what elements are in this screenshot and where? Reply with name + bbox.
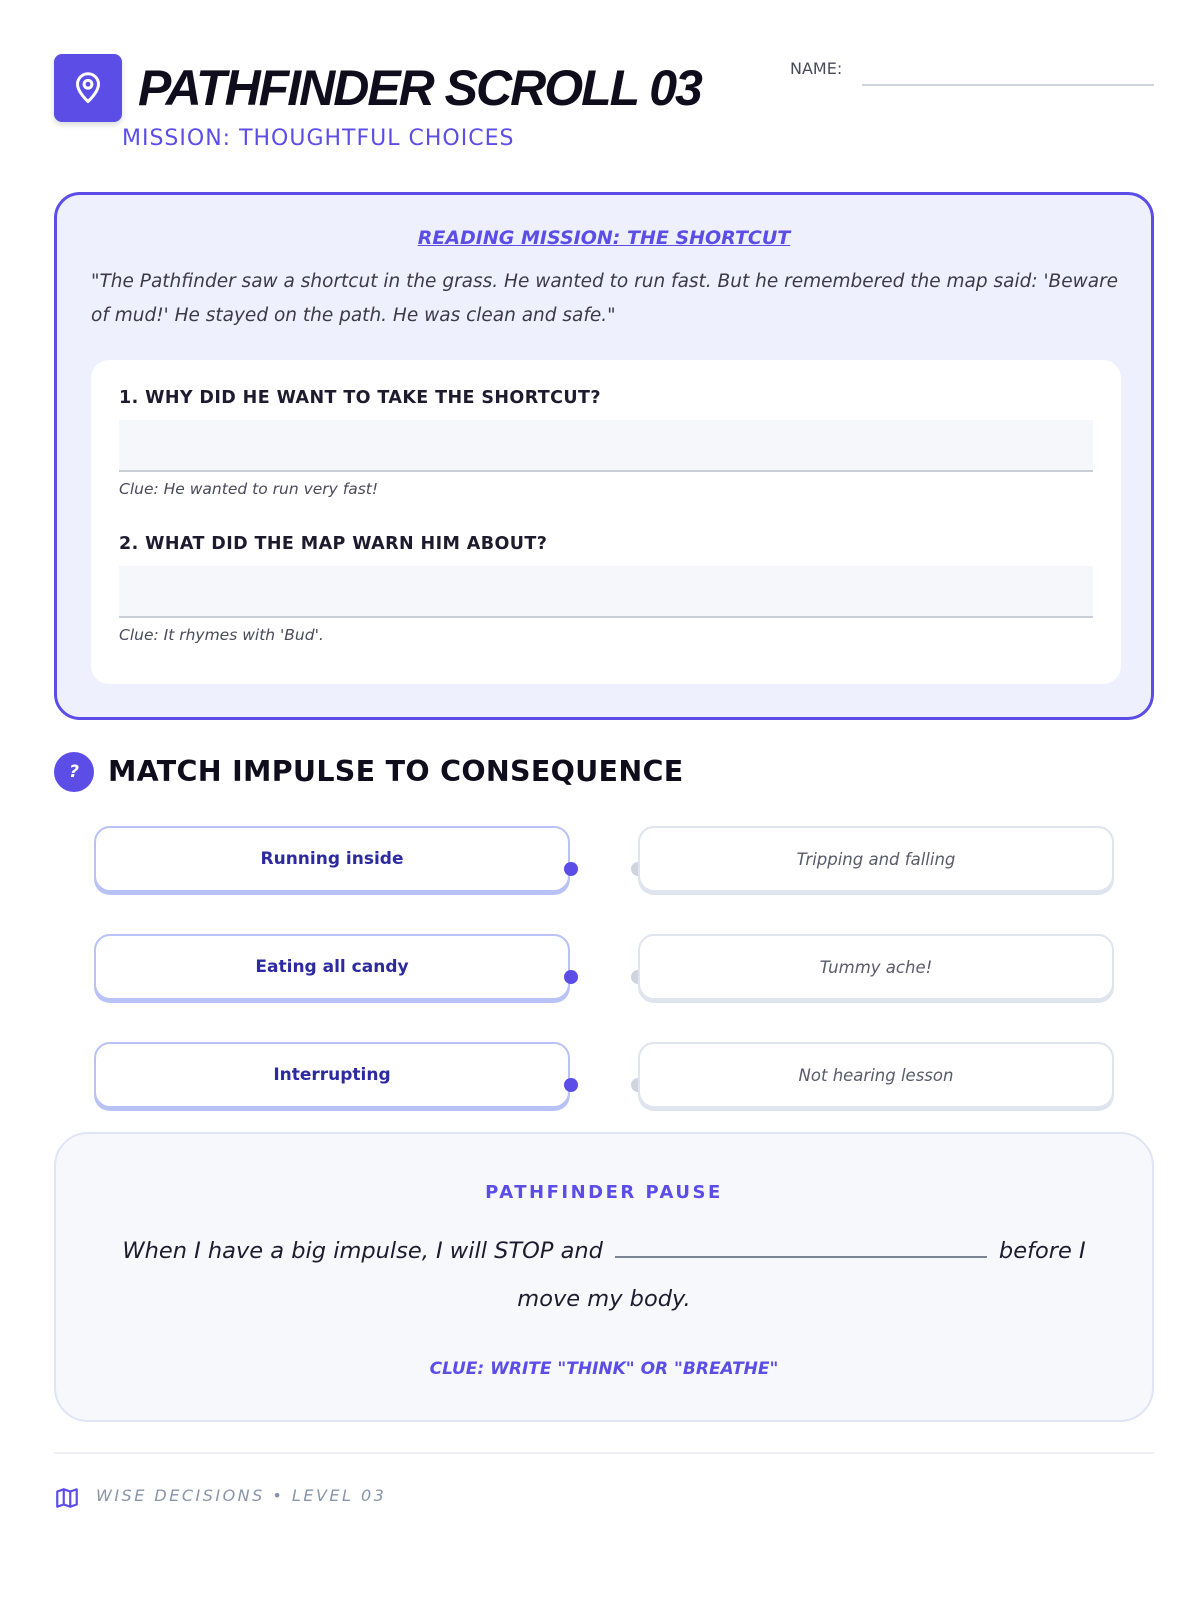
matching-section-header (54, 752, 954, 792)
reading-mission-title: READING MISSION: THE SHORTCUT (417, 227, 791, 249)
pause-title: PATHFINDER PAUSE (485, 1182, 723, 1203)
question-2-clue: Clue: It rhymes with 'Bud'. (119, 626, 324, 644)
name-label: NAME: (790, 59, 843, 78)
pause-sentence (56, 1234, 1152, 1268)
consequence-card-1[interactable]: Tripping and falling (638, 826, 1114, 892)
footer (54, 1482, 654, 1512)
question-1-label: 1. WHY DID HE WANT TO TAKE THE SHORTCUT? (119, 388, 601, 408)
matching-section-title: MATCH IMPULSE TO CONSEQUENCE (108, 755, 684, 788)
question-mark-icon: ? (54, 752, 94, 792)
page-subtitle: MISSION: THOUGHTFUL CHOICES (122, 126, 515, 151)
pathfinder-pause-panel (54, 1132, 1154, 1422)
impulse-connector-2[interactable] (564, 970, 578, 984)
map-pin-icon (54, 54, 122, 122)
question-2-label: 2. WHAT DID THE MAP WARN HIM ABOUT? (119, 534, 548, 554)
impulse-connector-1[interactable] (564, 862, 578, 876)
pause-sentence-start: When I have a big impulse, I will STOP and (122, 1238, 603, 1264)
worksheet-header (54, 54, 1154, 164)
reading-mission-panel (54, 192, 1154, 720)
questions-card (91, 360, 1121, 684)
footer-divider (54, 1452, 1154, 1454)
impulse-connector-3[interactable] (564, 1078, 578, 1092)
page-title: PATHFINDER SCROLL 03 (138, 60, 701, 116)
pause-clue: CLUE: WRITE "THINK" OR "BREATHE" (429, 1359, 779, 1379)
impulse-card-2[interactable]: Eating all candy (94, 934, 570, 1000)
impulse-card-3[interactable]: Interrupting (94, 1042, 570, 1108)
question-2-answer-field[interactable] (119, 566, 1093, 618)
footer-text: WISE DECISIONS • LEVEL 03 (96, 1486, 387, 1505)
impulse-card-1[interactable]: Running inside (94, 826, 570, 892)
story-text: "The Pathfinder saw a shortcut in the grass. He wanted to run fast. But he remembered the map said: 'Beware of mud!' He stayed on the path. He was clean and safe." (91, 271, 1119, 326)
question-1-answer-field[interactable] (119, 420, 1093, 472)
consequence-card-2[interactable]: Tummy ache! (638, 934, 1114, 1000)
map-icon (54, 1485, 80, 1511)
name-field[interactable] (862, 84, 1154, 86)
pause-sentence-end: before I (998, 1238, 1086, 1264)
pause-blank-field[interactable] (615, 1236, 987, 1258)
pause-sentence-line-2: move my body. (517, 1286, 691, 1312)
question-1-clue: Clue: He wanted to run very fast! (119, 480, 379, 498)
consequence-card-3[interactable]: Not hearing lesson (638, 1042, 1114, 1108)
